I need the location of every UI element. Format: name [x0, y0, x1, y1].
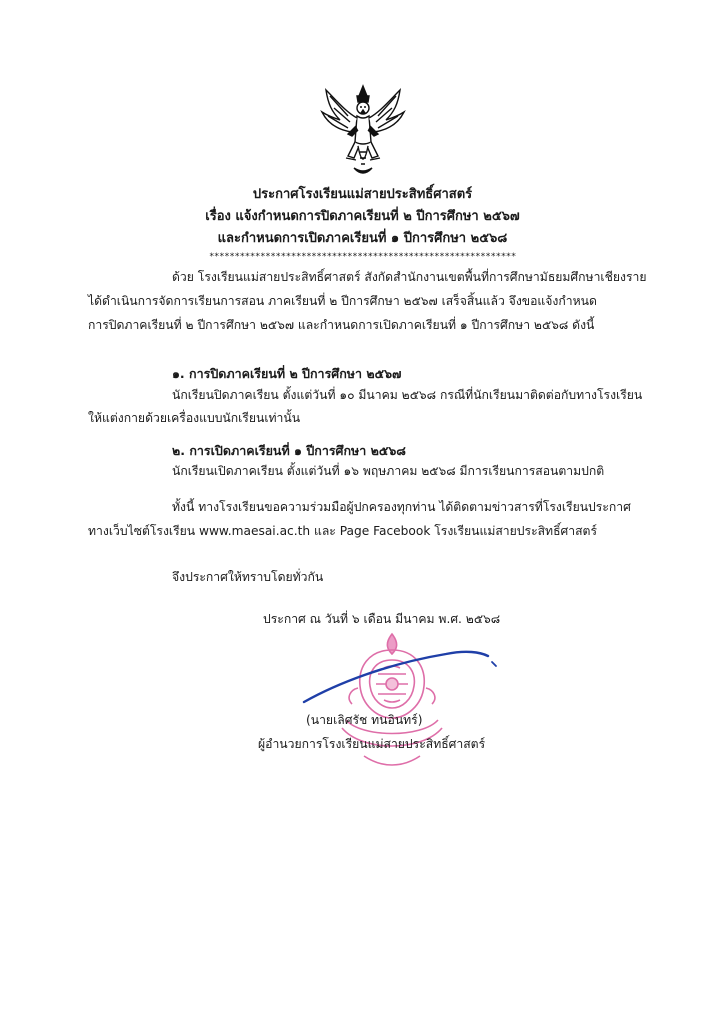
section-2-line-1: นักเรียนเปิดภาคเรียน ตั้งแต่วันที่ ๑๖ พฤษภาคม ๒๕๖๘ มีการเรียนการสอนตามปกติ [172, 464, 605, 478]
intro-line-2: ได้ดำเนินการจัดการเรียนการสอน ภาคเรียนที่ ๒ ปีการศึกษา ๒๕๖๗ เสร็จสิ้นแล้ว จึงขอแจ้งกำหนด [88, 294, 597, 308]
announce-line: จึงประกาศให้ทราบโดยทั่วกัน [172, 570, 324, 584]
section-1-line-2: ให้แต่งกายด้วยเครื่องแบบนักเรียนเท่านั้น [88, 411, 301, 425]
separator-line: ************************************************************ [208, 252, 517, 262]
date-line: ประกาศ ณ วันที่ ๖ เดือน มีนาคม พ.ศ. ๒๕๖๘ [263, 612, 501, 626]
signatory-position: ผู้อำนวยการโรงเรียนแม่สายประสิทธิ์ศาสตร์ [258, 737, 486, 751]
announcement-title: ประกาศโรงเรียนแม่สายประสิทธิ์ศาสตร์ [252, 187, 473, 202]
signatory-name: (นายเลิศรัช ทนอินทร์) [306, 713, 423, 727]
signature-ink [296, 640, 506, 710]
intro-line-3: การปิดภาคเรียนที่ ๒ ปีการศึกษา ๒๕๖๗ และกำหนดการเปิดภาคเรียนที่ ๑ ปีการศึกษา ๒๕๖๘ ดังนี้ [88, 318, 595, 332]
section-2-heading: ๒. การเปิดภาคเรียนที่ ๑ ปีการศึกษา ๒๕๖๘ [172, 443, 406, 458]
section-1-line-1: นักเรียนปิดภาคเรียน ตั้งแต่วันที่ ๑๐ มีนาคม ๒๕๖๘ กรณีที่นักเรียนมาติดต่อกับทางโรงเรียน [172, 388, 643, 402]
garuda-emblem [318, 82, 408, 182]
closing-line-1: ทั้งนี้ ทางโรงเรียนขอความร่วมมือผู้ปกครองทุกท่าน ได้ติดตามข่าวสารที่โรงเรียนประกาศ [172, 500, 631, 514]
section-1-heading: ๑. การปิดภาคเรียนที่ ๒ ปีการศึกษา ๒๕๖๗ [172, 366, 402, 381]
announcement-subject: เรื่อง แจ้งกำหนดการปิดภาคเรียนที่ ๒ ปีการศึกษา ๒๕๖๗ [205, 209, 520, 224]
announcement-subject-line2: และกำหนดการเปิดภาคเรียนที่ ๑ ปีการศึกษา ๒๕๖๘ [217, 231, 508, 246]
closing-line-2: ทางเว็บไซต์โรงเรียน www.maesai.ac.th และ Page Facebook โรงเรียนแม่สายประสิทธิ์ศาสตร์ [88, 524, 598, 538]
intro-line-1: ด้วย โรงเรียนแม่สายประสิทธิ์ศาสตร์ สังกัดสำนักงานเขตพื้นที่การศึกษามัธยมศึกษาเชียงราย [172, 270, 647, 284]
